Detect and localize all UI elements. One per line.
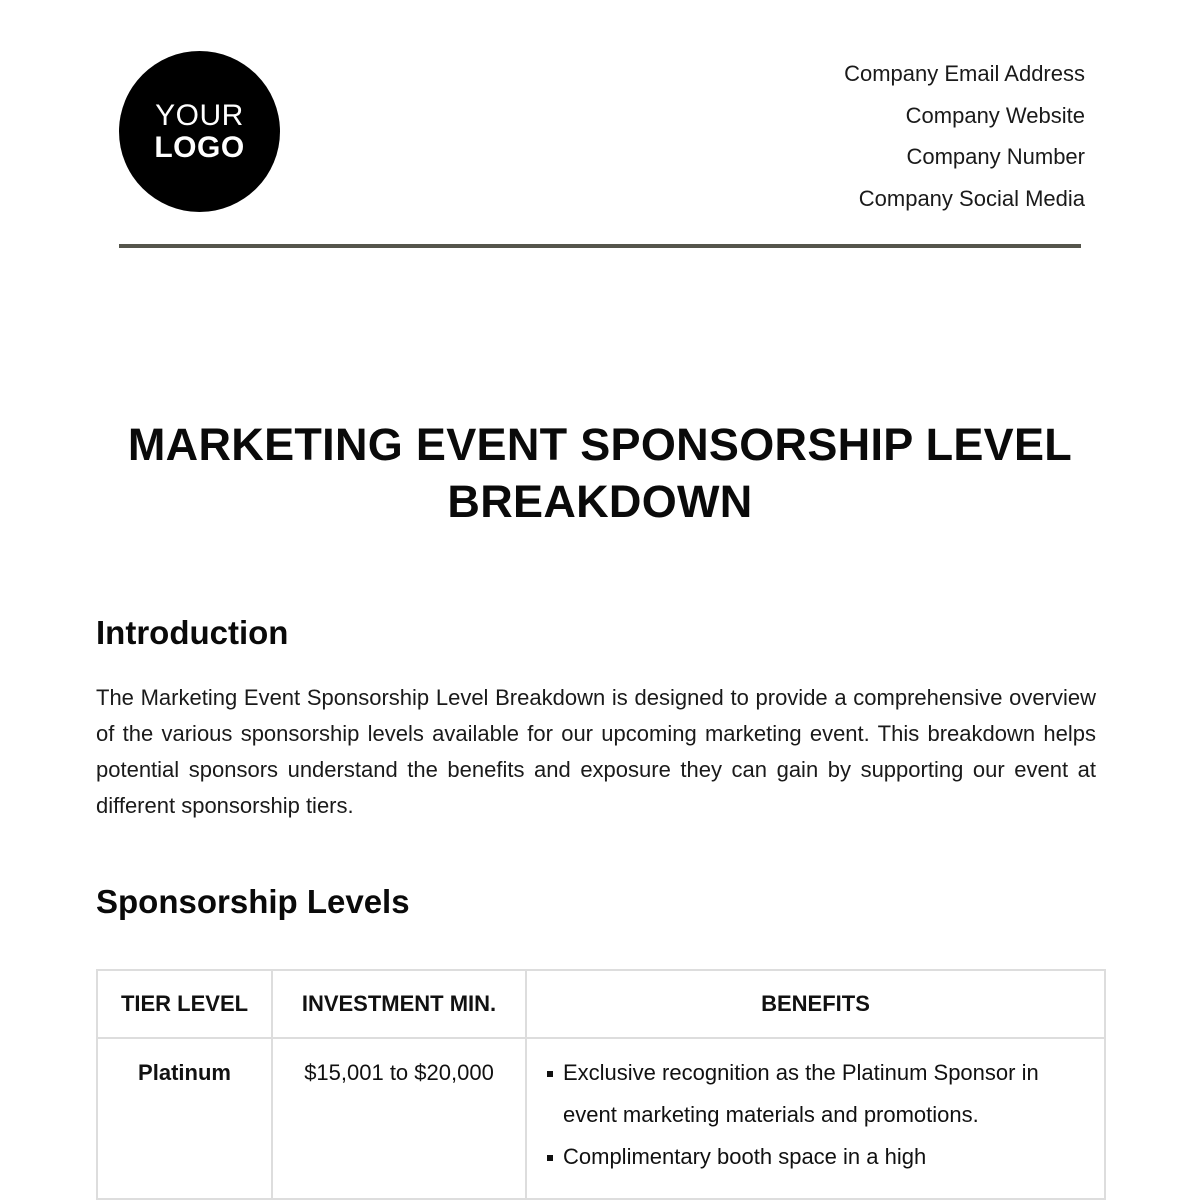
logo-text-logo: LOGO [154, 130, 245, 164]
benefit-item: Exclusive recognition as the Platinum Sponsor in event marketing materials and promotions. [545, 1052, 1090, 1136]
company-logo [119, 51, 280, 212]
company-number: Company Number [906, 144, 1085, 169]
logo-text-your: YOUR [155, 98, 244, 132]
header-tier-level: TIER LEVEL [97, 970, 272, 1038]
benefit-item: Complimentary booth space in a high [545, 1136, 1090, 1178]
introduction-paragraph: The Marketing Event Sponsorship Level Breakdown is designed to provide a comprehensive overview of the various sponsorship levels available for our upcoming marketing event. This breakdown helps potential sponsors understand the benefits and exposure they can gain by supporting our event at different sponsorship tiers. [96, 685, 1096, 818]
header-benefits: BENEFITS [526, 970, 1105, 1038]
table-row [97, 1038, 1105, 1199]
sponsorship-levels-heading: Sponsorship Levels [96, 883, 410, 920]
sponsorship-levels-table [96, 969, 1106, 1200]
header-investment-min: INVESTMENT MIN. [272, 970, 526, 1038]
tier-cell: Platinum [97, 1038, 272, 1199]
introduction-heading: Introduction [96, 614, 289, 651]
table-header-row [97, 970, 1105, 1038]
document-title: MARKETING EVENT SPONSORSHIP LEVEL BREAKDOWN [127, 419, 1073, 527]
company-website: Company Website [905, 102, 1085, 128]
benefits-list [545, 1052, 1090, 1178]
investment-cell: $15,001 to $20,000 [272, 1038, 526, 1199]
benefits-cell [526, 1038, 1105, 1199]
header-divider [119, 244, 1081, 248]
company-social-media: Company Social Media [858, 185, 1085, 211]
company-email: Company Email Address [844, 61, 1085, 86]
company-contact-block [844, 53, 1085, 219]
